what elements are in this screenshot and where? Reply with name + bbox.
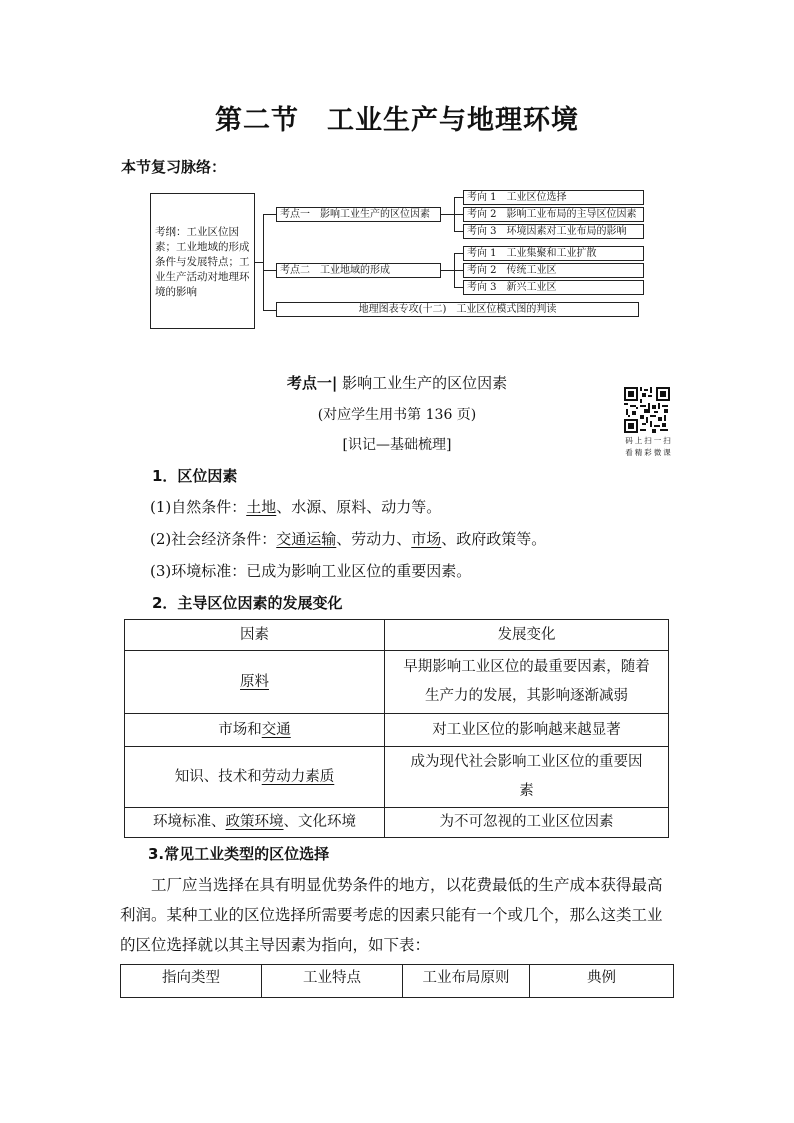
item-text: (2)社会经济条件： [150,530,277,548]
connector [454,270,463,271]
connector [454,214,463,215]
table-cell: 为不可忽视的工业区位因素 [385,808,669,838]
item-text: (1)自然条件： [150,498,247,516]
table-header: 工业布局原则 [403,965,530,998]
connector [441,214,454,215]
heading-3: 3.常见工业类型的区位选择 [148,845,330,863]
item-text: 、水源、原料、动力等。 [276,498,442,516]
industry-type-table [120,964,674,998]
table-header: 工业特点 [262,965,403,998]
cell-text: 成为现代社会影响工业区位的重要因 [410,754,643,770]
cell-text: 素 [519,783,534,799]
connector [263,214,264,311]
connector [454,231,463,232]
table-header: 典例 [530,965,674,998]
mindmap-point2: 考点二 工业地域的形成 [276,263,441,278]
item-natural [150,496,441,517]
cell-answer: 交通 [261,721,291,738]
section-title: 影响工业生产的区位因素 [337,374,508,392]
item-answer: 土地 [246,498,277,516]
table-row [125,747,669,808]
page-title-section: 第二节 [215,105,299,136]
section-label: 考点一| [286,374,338,392]
item-text: 、政府政策等。 [441,530,547,548]
section-sub: [识记—基础梳理] [342,437,452,453]
cell-text: 、文化环境 [283,814,356,830]
mindmap-point1: 考点一 影响工业生产的区位因素 [276,207,441,222]
section-heading [0,372,794,393]
item-text: 、劳动力、 [336,530,412,548]
table-header-row [121,965,674,998]
table-header: 因素 [125,620,385,651]
mindmap-p2-item: 考向 2 传统工业区 [463,263,644,278]
table-cell [385,651,669,714]
table-cell [125,747,385,808]
qr-caption: 看精彩微课 [625,448,673,457]
review-heading: 本节复习脉络： [121,158,227,176]
page-title-text: 工业生产与地理环境 [327,105,579,136]
table-cell [125,808,385,838]
table-header: 发展变化 [385,620,669,651]
item-answer: 交通运输 [276,530,337,548]
factor-table [124,619,669,838]
connector [454,253,463,254]
cell-text: 市场和 [218,721,262,738]
table-cell [125,714,385,747]
cell-answer: 劳动力素质 [261,768,335,785]
table-cell [385,747,669,808]
heading-1: 1．区位因素 [152,467,238,485]
mindmap-p2-item: 考向 1 工业集聚和工业扩散 [463,246,644,261]
mindmap-p1-item: 考向 3 环境因素对工业布局的影响 [463,224,644,239]
cell-answer: 原料 [240,673,269,690]
cell-text: 早期影响工业区位的最重要因素，随着 [403,659,650,675]
item-answer: 市场 [411,530,442,548]
mindmap-p2-item: 考向 3 新兴工业区 [463,280,644,295]
mindmap-p1-item: 考向 2 影响工业布局的主导区位因素 [463,207,644,222]
connector [263,310,276,311]
section-ref: (对应学生用书第 136 页) [317,407,477,423]
connector [454,287,463,288]
cell-text: 生产力的发展，其影响逐渐减弱 [425,688,628,704]
page-title [0,98,794,137]
table-cell: 对工业区位的影响越来越显著 [385,714,669,747]
table-row [125,714,669,747]
table-row [125,651,669,714]
table-cell [125,651,385,714]
mindmap-root: 考纲：工业区位因素；工业地域的形成条件与发展特点；工业生产活动对地理环境的影响 [150,193,255,329]
table-header-row [125,620,669,651]
connector [441,270,454,271]
connector [263,214,276,215]
table-header: 指向类型 [121,965,262,998]
cell-text: 环境标准、 [153,814,226,830]
qr-code-icon[interactable] [624,387,670,433]
connector [454,197,463,198]
heading-2: 2．主导区位因素的发展变化 [152,594,343,612]
item-socioeconomic [150,528,546,549]
item-environment: (3)环境标准：已成为影响工业区位的重要因素。 [150,562,472,580]
qr-caption: 码上扫一扫 [625,436,673,445]
mindmap-p1-item: 考向 1 工业区位选择 [463,190,644,205]
mindmap-special: 地理图表专攻(十二) 工业区位模式图的判读 [276,302,639,317]
connector [255,262,263,263]
table-row [125,808,669,838]
cell-text: 知识、技术和 [174,768,262,785]
connector [263,270,276,271]
cell-answer: 政策环境 [225,814,284,830]
body-paragraph: 工厂应当选择在具有明显优势条件的地方，以花费最低的生产成本获得最高利润。某种工业的区位选择所需要考虑的因素只能有一个或几个，那么这类工业的区位选择就以其主导因素为指向，如下表： [120,876,663,954]
